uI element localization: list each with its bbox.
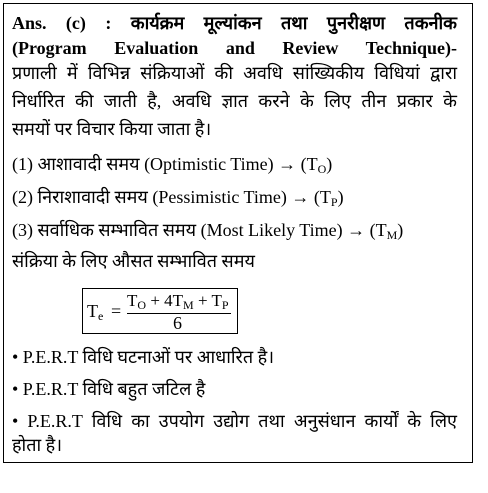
arrow-icon: → <box>278 154 297 174</box>
bullet-events-based: • P.E.R.T विधि घटनाओं पर आधारित है। <box>12 347 275 367</box>
arrow-icon: → <box>347 220 366 240</box>
time-hindi: निराशावादी समय <box>37 187 148 207</box>
intro-line-3: समयों पर विचार किया जाता है। <box>12 119 212 139</box>
arrow-icon: → <box>291 187 310 207</box>
time-hindi: सर्वाधिक सम्भावित समय <box>37 220 197 240</box>
bullet-complex: • P.E.R.T विधि बहुत जटिल है <box>12 379 206 399</box>
formula-numerator: $T_O + 4T_M + T_P$ <box>127 291 229 312</box>
formula-denominator: 6 <box>173 313 182 333</box>
time-number: (1) <box>12 154 33 174</box>
intro-line-2: निर्धारित की जाती है, अवधि ज्ञात करने के लिए तीन प्रकार के <box>12 91 457 111</box>
time-item-optimistic <box>12 153 332 175</box>
time-number: (2) <box>12 187 33 207</box>
average-time-label: संक्रिया के लिए औसत सम्भावित समय <box>12 251 255 271</box>
time-english: (Optimistic Time) <box>144 154 274 174</box>
time-item-most-likely <box>12 219 403 241</box>
time-english: (Most Likely Time) <box>200 220 343 240</box>
time-item-pessimistic <box>12 186 344 208</box>
heading-title-english: (Program Evaluation and Review Technique)- <box>12 38 457 58</box>
bullet-usage: • P.E.R.T विधि का उपयोग उद्योग तथा अनुसंधान कार्यों के लिए <box>12 411 457 431</box>
intro-line-1: प्रणाली में विभिन्न संक्रियाओं की अवधि सांख्यिकीय विधियां द्वारा <box>12 63 457 83</box>
pert-formula-box <box>82 288 238 334</box>
formula-equals: = <box>111 301 122 321</box>
time-symbol: $(T_M)$ <box>369 220 404 242</box>
time-number: (3) <box>12 220 33 240</box>
bullet-usage-continued: होता है। <box>12 435 63 455</box>
time-symbol: $(T_P)$ <box>313 187 344 209</box>
answer-prefix: Ans. (c) : <box>12 13 131 33</box>
heading-title-hindi: कार्यक्रम मूल्यांकन तथा पुनरीक्षण तकनीक <box>130 13 457 33</box>
time-hindi: आशावादी समय <box>37 154 140 174</box>
time-english: (Pessimistic Time) <box>152 187 287 207</box>
formula-lhs: $T_e$ <box>87 301 104 323</box>
time-symbol: $(T_O)$ <box>300 154 333 176</box>
answer-heading <box>12 12 457 34</box>
